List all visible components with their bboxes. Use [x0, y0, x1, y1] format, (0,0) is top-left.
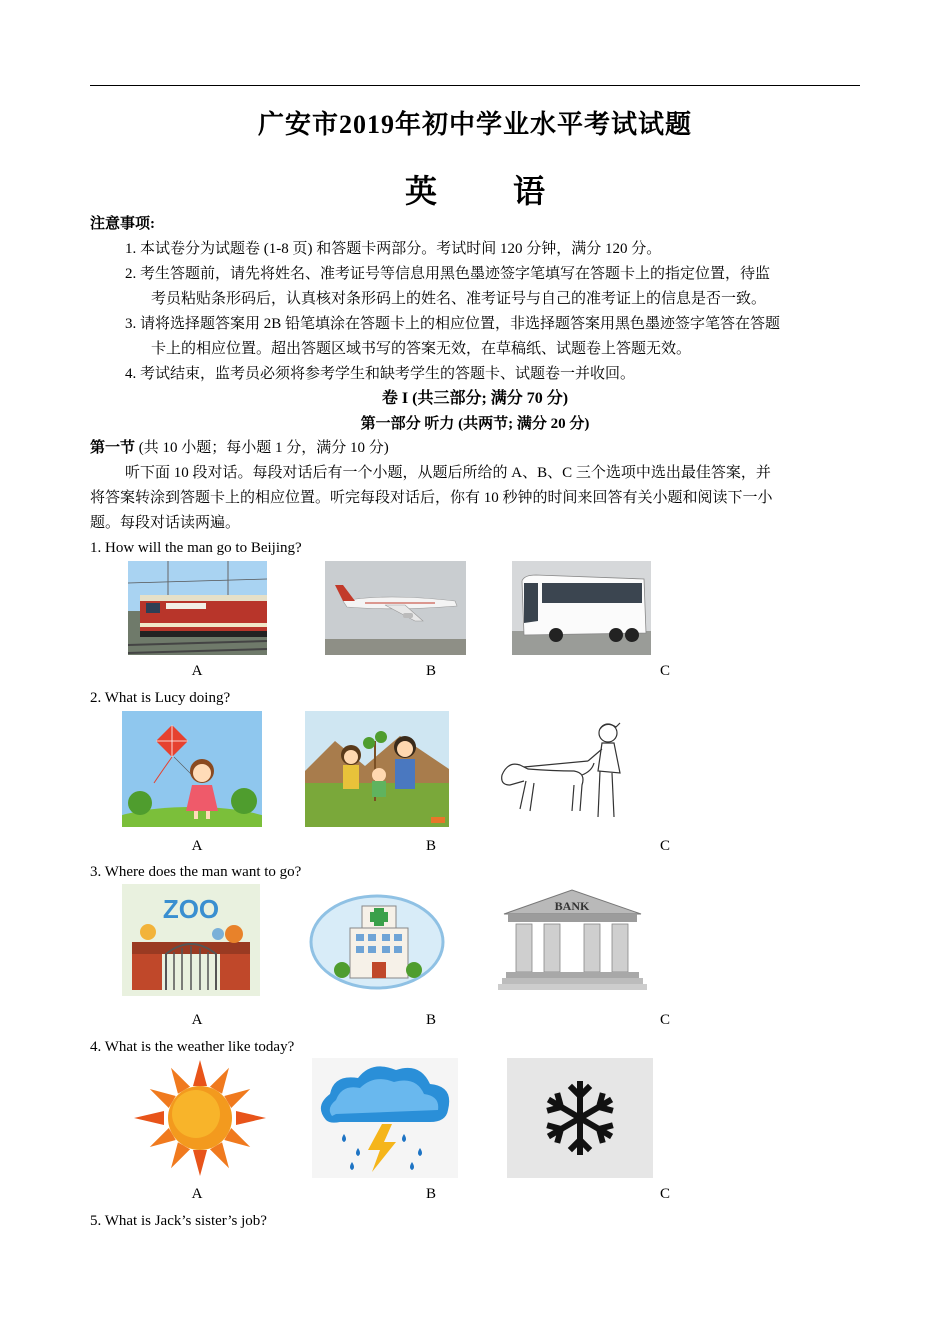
option-a-label: A	[191, 663, 203, 679]
girl-flying-kite-image	[122, 711, 262, 827]
part-heading: 第一部分 听力 (共两节; 满分 20 分)	[360, 416, 590, 432]
option-a-label: A	[191, 1186, 203, 1202]
section-label: 第一节	[90, 440, 136, 456]
question-1: 1. How will the man go to Beijing?	[90, 540, 302, 556]
train-image	[128, 561, 267, 655]
option-c-label: C	[659, 1012, 670, 1028]
notice-line: 卡上的相应位置。超出答题区域书写的答案无效，在草稿纸、试题卷上答题无效。	[151, 341, 692, 357]
option-a-label: A	[191, 1012, 203, 1028]
option-c-label: C	[659, 1186, 670, 1202]
bank-image	[498, 884, 647, 996]
subject-char-1: 英	[404, 173, 437, 209]
notice-line: 4. 考试结束，监考员必须将参考学生和缺考学生的答题卡、试题卷一并收回。	[125, 366, 636, 382]
subject-title	[0, 166, 950, 212]
option-c-label: C	[659, 838, 670, 854]
option-b-label: B	[425, 1186, 436, 1202]
airplane-image	[325, 561, 466, 655]
option-a-label: A	[191, 838, 203, 854]
option-b-label: B	[425, 1012, 436, 1028]
zoo-sign-text: ZOO	[162, 894, 220, 924]
option-c-label: C	[659, 663, 670, 679]
zoo-image	[122, 884, 260, 996]
girl-walking-dog-image	[494, 719, 636, 824]
question-2: 2. What is Lucy doing?	[90, 690, 231, 706]
exam-title: 广安市2019年初中学业水平考试试题	[257, 110, 692, 139]
bus-image	[512, 561, 651, 655]
instruction-line: 听下面 10 段对话。每段对话后有一个小题，从题后所给的 A、B、C 三个选项中选出最佳答案，并	[125, 465, 771, 481]
instruction-line: 题。每段对话读两遍。	[90, 515, 241, 531]
hospital-image	[302, 884, 453, 996]
volume-heading: 卷 I (共三部分; 满分 70 分)	[381, 390, 569, 407]
instruction-line: 将答案转涂到答题卡上的相应位置。听完每段对话后，你有 10 秒钟的时间来回答有关小题和阅读下一小	[90, 490, 773, 506]
notice-line: 1. 本试卷分为试题卷 (1-8 页) 和答题卡两部分。考试时间 120 分钟，满分 120 分。	[125, 241, 662, 257]
notice-heading: 注意事项:	[90, 216, 155, 232]
thunderstorm-cloud-icon	[312, 1058, 458, 1178]
option-b-label: B	[425, 663, 436, 679]
notice-line: 2. 考生答题前，请先将姓名、准考证号等信息用黑色墨迹签字笔填写在答题卡上的指定位置，待监	[125, 266, 771, 282]
sun-icon	[129, 1058, 271, 1178]
top-rule	[90, 85, 860, 86]
question-3: 3. Where does the man want to go?	[90, 864, 302, 880]
option-b-label: B	[425, 838, 436, 854]
notice-line: 3. 请将选择题答案用 2B 铅笔填涂在答题卡上的相应位置，非选择题答案用黑色墨迹签字笔答在答题	[125, 316, 781, 332]
bank-sign-text: BANK	[554, 899, 590, 913]
section-heading	[90, 438, 389, 458]
subject-char-2: 语	[513, 173, 546, 209]
question-4: 4. What is the weather like today?	[90, 1039, 295, 1055]
planting-tree-image	[305, 711, 449, 827]
snowflake-icon	[507, 1058, 653, 1178]
section-info: (共 10 小题；每小题 1 分，满分 10 分)	[135, 440, 389, 456]
question-5: 5. What is Jack’s sister’s job?	[90, 1213, 267, 1229]
notice-line: 考员粘贴条形码后，认真核对条形码上的姓名、准考证号与自己的准考证上的信息是否一致。	[151, 291, 767, 307]
